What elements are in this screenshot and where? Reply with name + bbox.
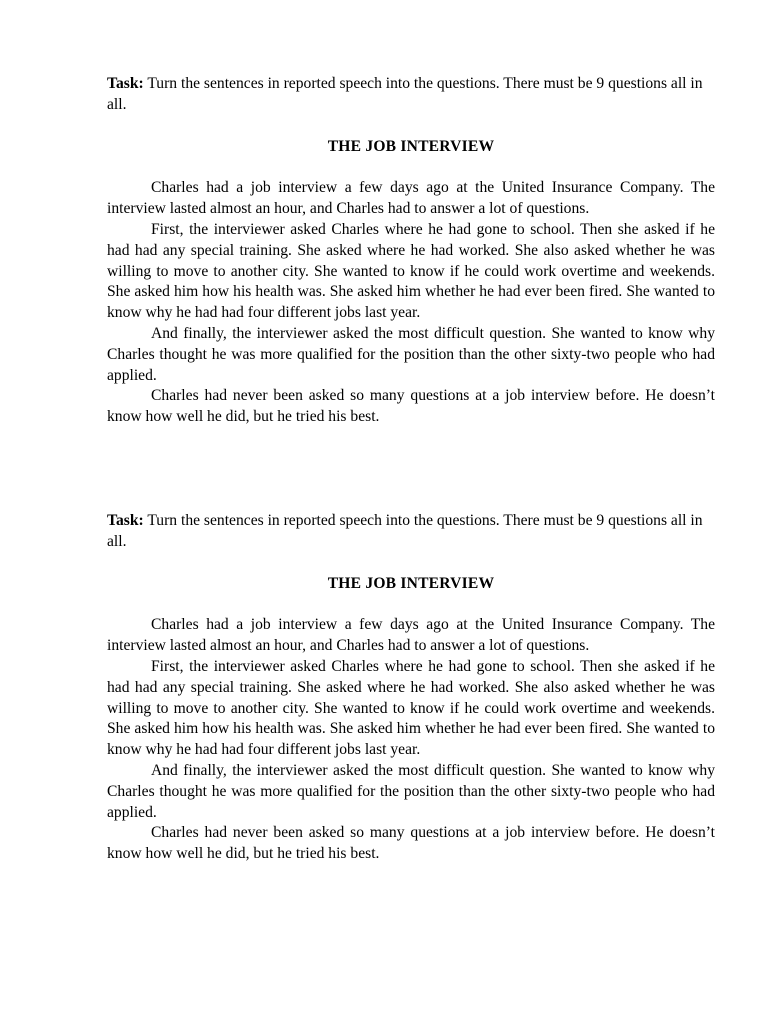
story-paragraph-2: First, the interviewer asked Charles where he had gone to school. Then she asked if he had had any special training. She asked where he had worked. She also asked whether he was willing to move to another city. She wanted to know if he could work overtime and weekends. She asked him how his health was. She asked him whether he had ever been fired. She wanted to know why he had had four different jobs last year.: [107, 220, 715, 322]
story-paragraph-4: Charles had never been asked so many questions at a job interview before. He doesn’t know how well he did, but he tried his best.: [107, 824, 715, 863]
story-paragraph-2: First, the interviewer asked Charles where he had gone to school. Then she asked if he had had any special training. She asked where he had worked. She also asked whether he was willing to move to another city. She wanted to know if he could work overtime and weekends. She asked him how his health was. She asked him whether he had ever been fired. She wanted to know why he had had four different jobs last year.: [107, 657, 715, 759]
worksheet-1: [107, 74, 715, 428]
task-instruction: [107, 511, 715, 553]
task-instruction: [107, 74, 715, 116]
story-paragraph-3: And finally, the interviewer asked the most difficult question. She wanted to know why Charles thought he was more qualified for the position than the other sixty-two people who had applied.: [107, 324, 715, 384]
story-title: THE JOB INTERVIEW: [327, 137, 495, 155]
task-label: Task:: [107, 512, 144, 529]
story-paragraph-1: Charles had a job interview a few days ago at the United Insurance Company. The interview lasted almost an hour, and Charles had to answer a lot of questions.: [107, 179, 715, 218]
task-text: Turn the sentences in reported speech into the questions. There must be 9 questions all in all.: [107, 512, 703, 550]
story-title: THE JOB INTERVIEW: [327, 574, 495, 592]
story-paragraph-1: Charles had a job interview a few days ago at the United Insurance Company. The interview lasted almost an hour, and Charles had to answer a lot of questions.: [107, 616, 715, 655]
task-label: Task:: [107, 75, 144, 92]
story-paragraph-4: Charles had never been asked so many questions at a job interview before. He doesn’t know how well he did, but he tried his best.: [107, 387, 715, 426]
story-paragraph-3: And finally, the interviewer asked the most difficult question. She wanted to know why Charles thought he was more qualified for the position than the other sixty-two people who had applied.: [107, 761, 715, 821]
task-text: Turn the sentences in reported speech into the questions. There must be 9 questions all in all.: [107, 75, 703, 113]
worksheet-2: [107, 511, 715, 865]
